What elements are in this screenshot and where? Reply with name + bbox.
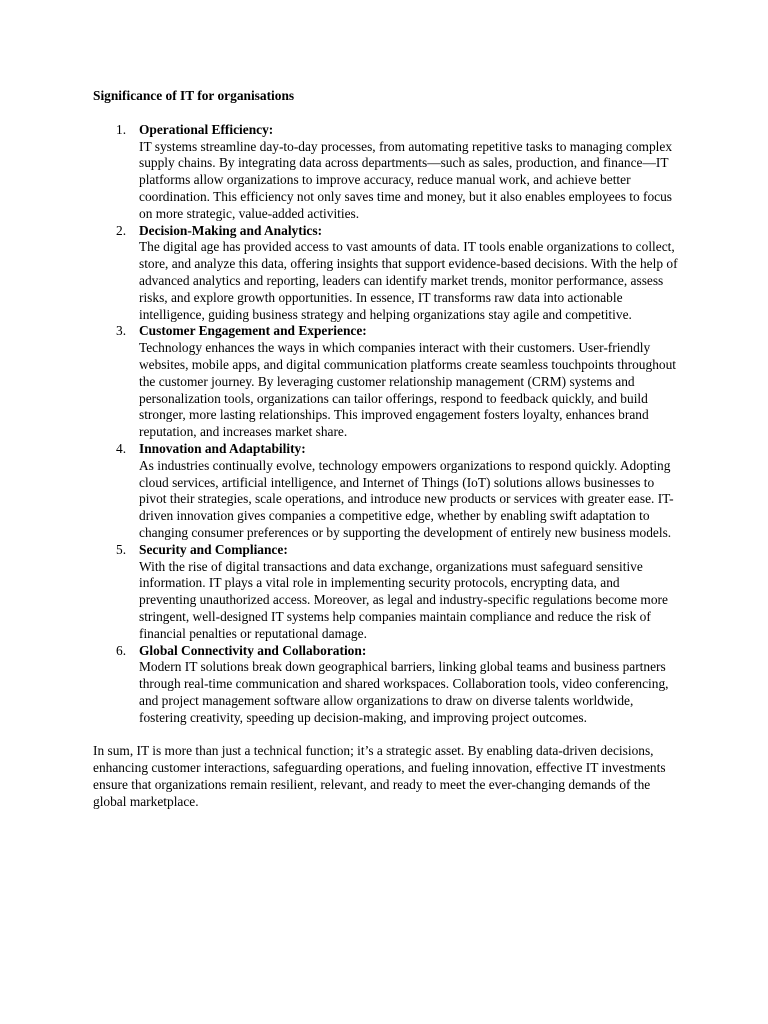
sections-list (93, 122, 678, 727)
section-heading: Security and Compliance: (139, 541, 288, 557)
section-body: The digital age has provided access to vast amounts of data. IT tools enable organizations to collect, store, and analyze this data, offering insights that support evidence-based decisions. With the help of advanced analytics and reporting, leaders can identify market trends, monitor performance, assess risks, and explore growth opportunities. In essence, IT transforms raw data into actionable intelligence, guiding business strategy and helping organizations stay agile and competitive. (139, 239, 678, 322)
list-item (139, 643, 678, 727)
section-heading: Customer Engagement and Experience: (139, 323, 367, 339)
section-heading: Operational Efficiency: (139, 121, 274, 137)
list-item (139, 122, 678, 223)
section-heading: Global Connectivity and Collaboration: (139, 642, 367, 658)
list-item (139, 542, 678, 643)
section-heading: Decision-Making and Analytics: (139, 222, 323, 238)
section-body: As industries continually evolve, technology empowers organizations to respond quickly. Adopting cloud services, artificial intelligence, and Internet of Things (IoT) solutions allows businesses to pivot their strategies, scale operations, and introduce new products or services with greater ease. IT-driven innovation gives companies a competitive edge, whether by enabling swift adaptation to changing consumer preferences or by supporting the development of entirely new business models. (139, 457, 674, 540)
section-heading: Innovation and Adaptability: (139, 440, 306, 456)
conclusion-paragraph: In sum, IT is more than just a technical function; it’s a strategic asset. By enabling data-driven decisions, enhancing customer interactions, safeguarding operations, and fueling innovation, effective IT investments ensure that organizations remain resilient, relevant, and ready to meet the ever-changing demands of the global marketplace. (93, 743, 666, 809)
list-item (139, 223, 678, 324)
list-item (139, 441, 678, 542)
section-body: Modern IT solutions break down geographical barriers, linking global teams and business partners through real-time communication and shared workspaces. Collaboration tools, video conferencing, and project management software allow organizations to draw on diverse talents worldwide, fostering creativity, speeding up decision-making, and improving project outcomes. (139, 659, 669, 725)
section-body: IT systems streamline day-to-day processes, from automating repetitive tasks to managing complex supply chains. By integrating data across departments—such as sales, production, and finance—IT platforms allow organizations to improve accuracy, reduce manual work, and achieve better coordination. This efficiency not only saves time and money, but it also enables employees to focus on more strategic, value-added activities. (139, 138, 673, 221)
list-item (139, 323, 678, 441)
section-body: With the rise of digital transactions and data exchange, organizations must safeguard sensitive information. IT plays a vital role in implementing security protocols, encrypting data, and preventing unauthorized access. Moreover, as legal and industry-specific regulations become more stringent, well-designed IT systems help companies maintain compliance and reduce the risk of financial penalties or reputational damage. (139, 558, 668, 641)
document-page (93, 88, 678, 811)
document-title: Significance of IT for organisations (93, 88, 295, 103)
section-body: Technology enhances the ways in which companies interact with their customers. User-friendly websites, mobile apps, and digital communication platforms create seamless touchpoints throughout the customer journey. By leveraging customer relationship management (CRM) systems and personalization tools, organizations can tailor offerings, respond to feedback quickly, and build stronger, more lasting relationships. This improved engagement fosters loyalty, enhances brand reputation, and increases market share. (139, 340, 676, 440)
